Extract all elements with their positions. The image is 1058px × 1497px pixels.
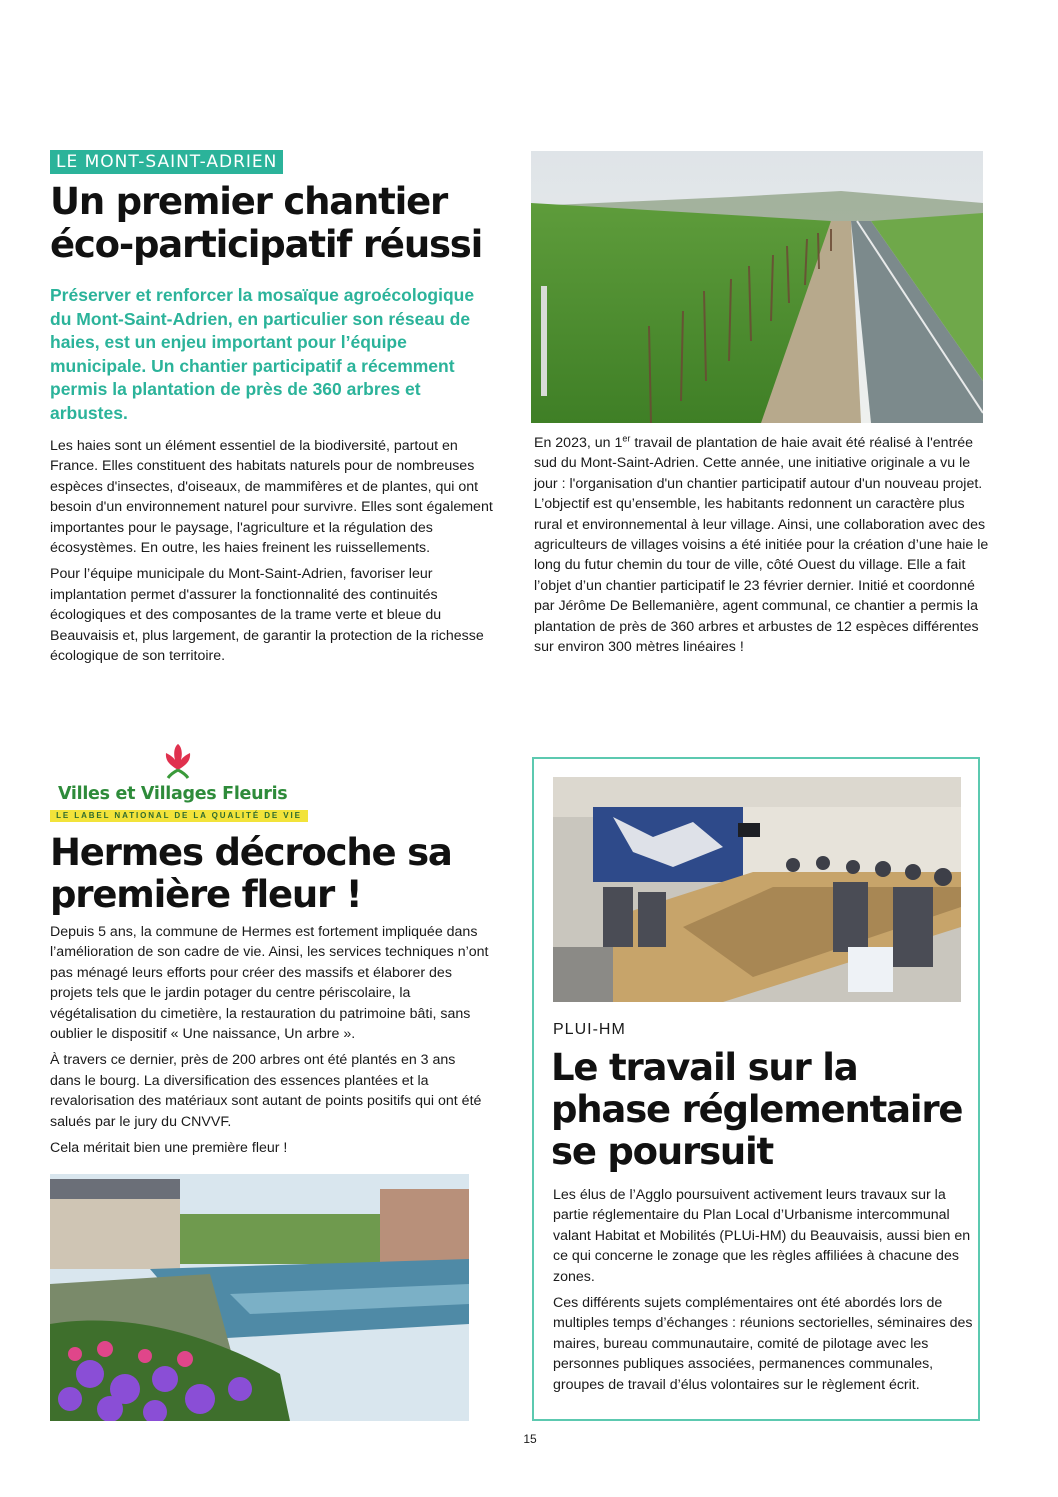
- logo-name: Villes et Villages Fleuris: [58, 784, 288, 804]
- paragraph: Ces différents sujets complémentaires ont été abordés lors de multiples temps d’échanges : réunions sectorielles, séminaires des maires, bureau communautaire, comité de pilotage avec les personnes publiques associées, permanences communales, groupes de travail d’élus volontaires sur le règlement écrit.: [553, 1295, 973, 1393]
- article-title: Hermes décroche sa première fleur !: [50, 831, 452, 916]
- article-lead: Préserver et renforcer la mosaïque agroécologique du Mont-Saint-Adrien, en particulier son réseau de haies, est un enjeu important pour l’équipe municipale. Un chantier participatif a récemment permis la plantation de près de 360 arbres et arbustes.: [50, 285, 475, 423]
- paragraph: Pour l’équipe municipale du Mont-Saint-Adrien, favoriser leur implantation permet d'assurer la fonctionnalité des continuités écologiques et des composantes de la trame verte et bleue du Beauvaisis et, plus largement, de garantir la protection de la richesse écologique de son territoire.: [50, 566, 484, 665]
- hedge-field-photo: [531, 151, 983, 423]
- flower-icon: [160, 742, 196, 780]
- section-tag: PLUI-HM: [553, 1021, 626, 1038]
- article-body: [553, 1185, 973, 1401]
- paragraph: À travers ce dernier, près de 200 arbres ont été plantés en 3 ans dans le bourg. La diversification des essences plantées et la revalorisation des matériaux sont autant de points positifs qui ont été salués par le jury du CNVVF.: [50, 1052, 482, 1130]
- paragraph-start: En 2023, un 1: [534, 435, 623, 451]
- paragraph: Les haies sont un élément essentiel de la biodiversité, partout en France. Elles constituent des habitats naturels pour de nombreuses espèces d'insectes, d'oiseaux, de mammifères et de plantes, qui ont besoin d'un environnement naturel pour survivre. Elles sont également importantes pour le paysage, l'agriculture et la régulation des écosystèmes. En outre, les haies freinent les ruissellements.: [50, 438, 493, 557]
- article-title: Le travail sur la phase réglementaire se poursuit: [551, 1046, 963, 1173]
- paragraph: Cela méritait bien une première fleur !: [50, 1140, 288, 1157]
- article-body-col2: [534, 433, 989, 663]
- paragraph-rest: travail de plantation de haie avait été réalisé à l'entrée sud du Mont-Saint-Adrien. Cette année, une initiative originale a vu le jour : l'organisation d'un chantier participatif autour d'un nouveau projet. L’objectif est qu’ensemble, les habitants redonnent un caractère plus rural et environnemental à leur village. Ainsi, une collaboration avec des agriculteurs de villages voisins a été initiée pour la création d’une haie le long du futur chemin du tour de ville, côté Ouest du village. Elle a fait l’objet d’un chantier participatif le 23 février dernier. Initié et coordonné par Jérôme De Bellemanière, agent communal, ce chantier a permis la plantation de près de 360 arbres et arbustes de 12 espèces différentes sur environ 300 mètres linéaires !: [534, 435, 989, 656]
- council-meeting-photo: [553, 777, 961, 1002]
- article-body-col1: [50, 436, 505, 672]
- logo-tagline: LE LABEL NATIONAL DE LA QUALITÉ DE VIE: [50, 810, 308, 822]
- paragraph: Depuis 5 ans, la commune de Hermes est fortement impliquée dans l’amélioration de son cadre de vie. Ainsi, les services techniques n’ont pas ménagé leurs efforts pour créer des massifs et élaborer des projets tels que le jardin potager du centre périscolaire, la végétalisation du cimetière, la restauration du patrimoine bâti, sans oublier le dispositif « Une naissance, Un arbre ».: [50, 924, 489, 1043]
- paragraph: Les élus de l’Agglo poursuivent activement leurs travaux sur la partie réglementaire du Plan Local d’Urbanisme intercommunal valant Habitat et Mobilités (PLUi-HM) du Beauvaisis, aussi bien en ce qui concerne le zonage que les règles affiliées à chacune des zones.: [553, 1187, 971, 1285]
- paragraph: [534, 433, 989, 657]
- ordinal-suffix: er: [622, 433, 631, 444]
- page-number: 15: [523, 1432, 537, 1446]
- section-tag: LE MONT-SAINT-ADRIEN: [50, 150, 283, 174]
- article-body: [50, 922, 490, 1164]
- river-flowers-photo: [50, 1174, 469, 1421]
- article-title: Un premier chantier éco-participatif réussi: [50, 180, 483, 266]
- villes-villages-fleuris-logo: [50, 742, 310, 822]
